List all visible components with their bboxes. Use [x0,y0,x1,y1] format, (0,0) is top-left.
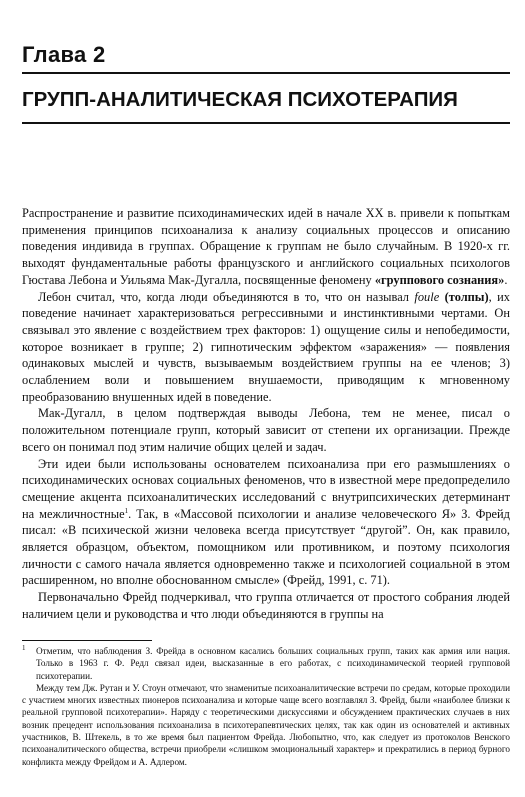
chapter-title-rule [22,122,510,124]
footnote-paragraph-2: Между тем Дж. Рутан и У. Стоун отмечают, что знаменитые психоаналитические встречи по средам, которые проходили с участием многих известных пионеров психоанализа и которые чаще всего возглавлял З. Фрейд, были «наиболее близки к реальной групповой психотерапии». Наряду с теоретическими дискуссиями и обсуждением практических случаев в них возник прецедент использования психоанализа в психотерапевтических целях, так как один из основателей и активных участников, В. Штекель, в то же время был пациентом Фрейда. Любопытно, что, как следует из протоколов Венского психоаналитического общества, встречи приобрели «слишком эмоциональный характер» и прекратились в период бурного конфликта между Фрейдом и А. Адлером. [22,682,510,767]
footnote-separator [22,640,152,641]
chapter-header-rule [22,72,510,74]
paragraph-4: Эти идеи были использованы основателем психоанализа при его размышлениях о психодинамических основах социальных феноменов, что в известной мере предопределило смещение акцента психоаналитических исследований с внутрипсихических детерминант на межличностные$^1$. Так, в «Массовой психологии и анализе человеческого Я» З. Фрейд писал: «В психической жизни человека всегда присутствует “другой”. Он, как правило, является образцом, объектом, помощником или противником, и поэтому психология личности с самого начала является одновременно также и психологией социальной в этом расширенном, но вполне обоснованном смысле» (Фрейд, 1991, с. 71). [22,456,510,588]
paragraph-3: Мак-Дугалл, в целом подтверждая выводы Лебона, тем не менее, писал о положительном потенциале групп, который зависит от степени их организации. Прежде всего он понимал под этим наличие общих целей и задач. [22,406,510,454]
footnote [22,645,510,768]
paragraph-1: Распространение и развитие психодинамических идей в начале XX в. привели к попыткам применения принципов психоанализа к анализу социальных процессов и описанию поведения индивида в группах. Обращение к группам не было случайным. В 1920-х гг. выходят фундаментальные работы французского и английского социальных психологов Гюстава Лебона и Уильяма Мак-Дугалла, посвященные феномену «группового сознания». [22,206,510,287]
paragraph-5: Первоначально Фрейд подчеркивал, что группа отличается от простого собрания людей наличием цели и руководства и что люди объединяются в группы на [22,590,510,621]
chapter-number: Глава 2 [22,42,106,67]
footnote-paragraph-1: $^1$ Отметим, что наблюдения З. Фрейда в основном касались больших социальных групп, таких как армия или нация. Только в 1963 г. Ф. Редл связал идеи, высказанные в его работах, с психодинамической теорией групповой психотерапии. [22,643,510,681]
main-text [22,205,510,623]
footnote-marker: 1 [22,643,26,652]
paragraph-2: Лебон считал, что, когда люди объединяются в то, что он называл foule (толпы), их поведение начинает характеризоваться регрессивными и инстинктивными чертами. Он связывал это явление с воздействием трех факторов: 1) ощущение силы и непобедимости, которое возникает в группе; 2) гипнотическим эффектом «заражения» — появления одинаковых мыслей и чувств, вызываемым воздействием группы на ее членов; 3) ослаблением воли и повышением внушаемости, приводящим к мгновенному преобразованию внушенных идей в поведение. [22,289,510,404]
footnote-reference[interactable]: 1 [124,506,129,515]
chapter-title: ГРУПП-АНАЛИТИЧЕСКАЯ ПСИХОТЕРАПИЯ [22,88,458,111]
